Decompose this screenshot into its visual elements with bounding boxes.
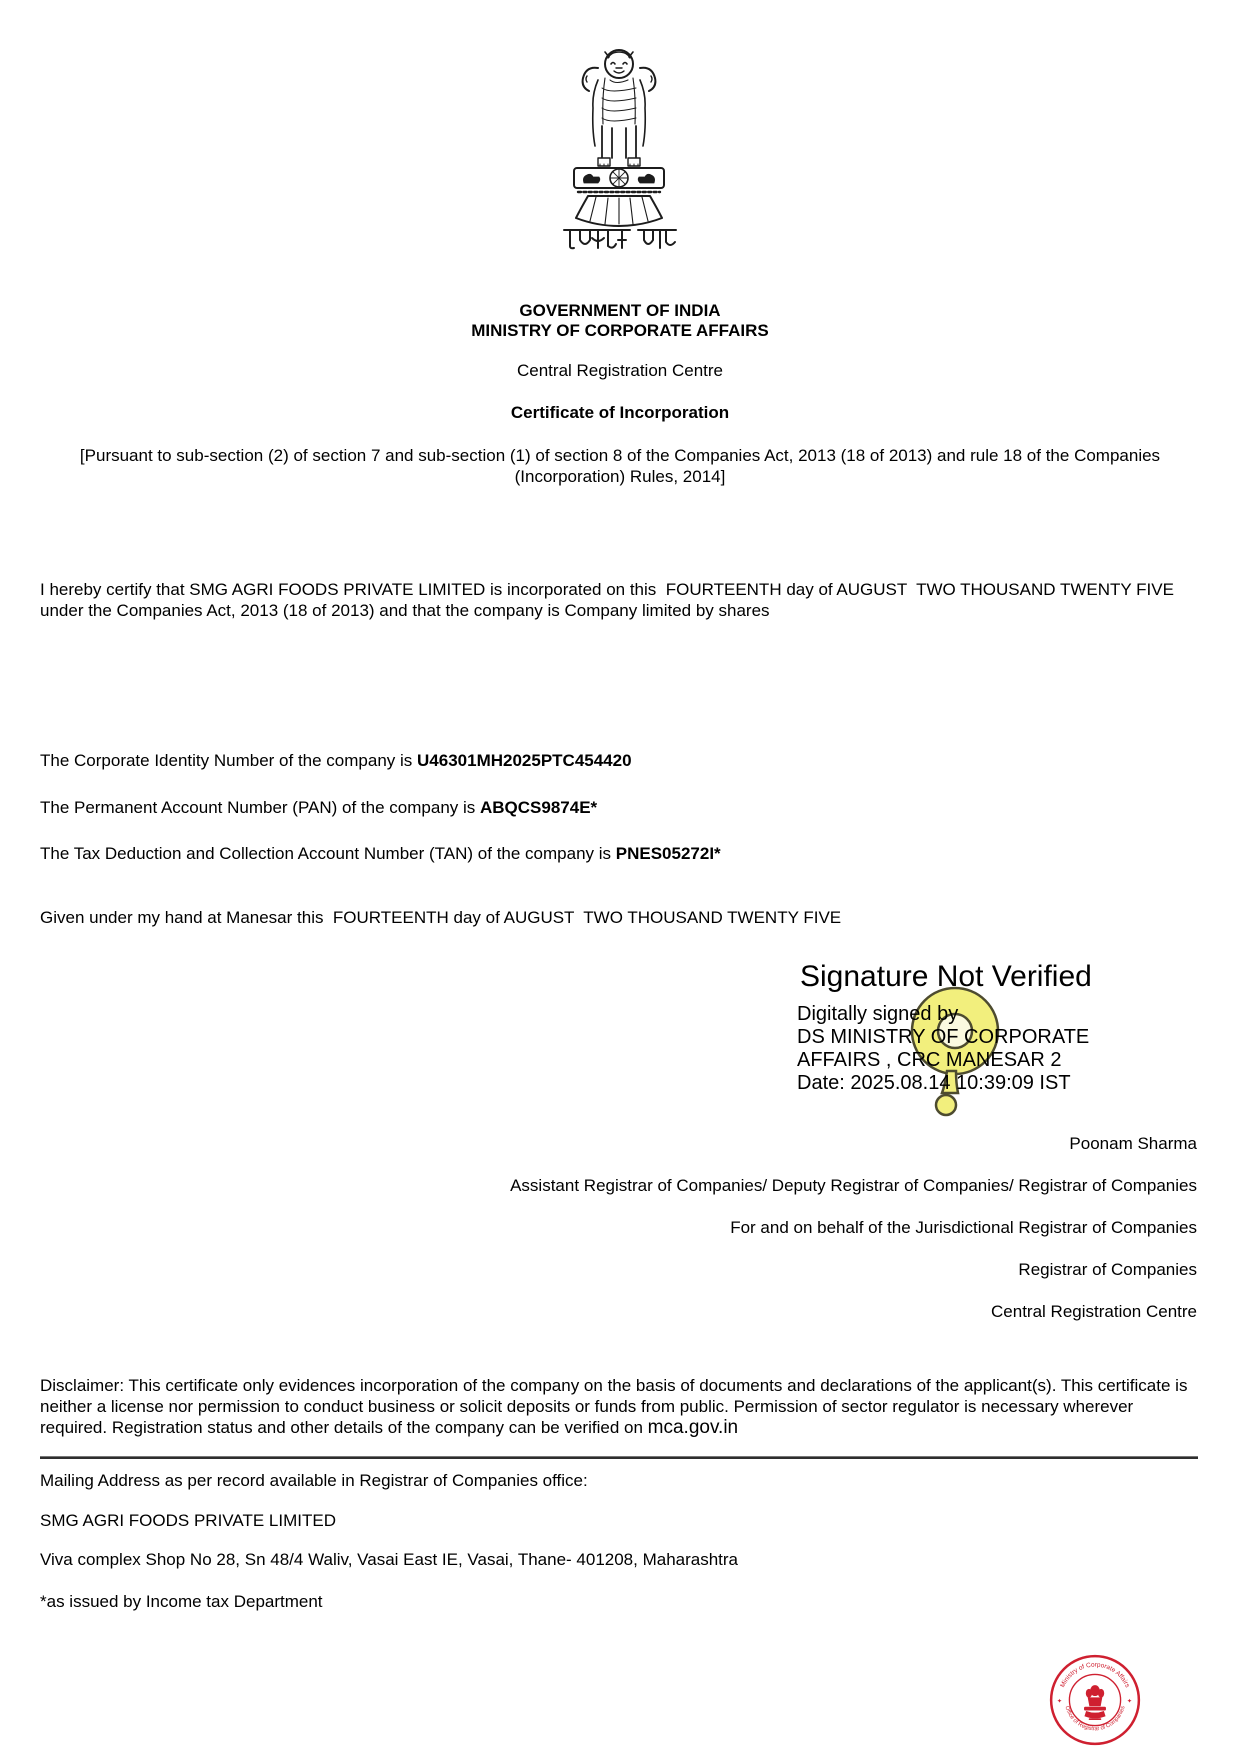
header-titles xyxy=(40,301,1200,341)
signature-detail-line: DS MINISTRY OF CORPORATE xyxy=(797,1026,1090,1048)
digital-signature-stamp[interactable] xyxy=(790,955,1210,1105)
officer-centre: Central Registration Centre xyxy=(991,1302,1197,1321)
pan-tan-footnote: *as issued by Income tax Department xyxy=(40,1592,323,1611)
svg-text:Ministry of Corporate Affairs xyxy=(1059,1662,1130,1689)
cin-value: U46301MH2025PTC454420 xyxy=(417,751,632,770)
officer-on-behalf: For and on behalf of the Jurisdictional Registrar of Companies xyxy=(730,1218,1197,1237)
signature-detail-line: Digitally signed by xyxy=(797,1003,959,1025)
certify-paragraph: I hereby certify that SMG AGRI FOODS PRIVATE LIMITED is incorporated on this FOURTEENTH day of AUGUST TWO THOUSAND TWENTY FIVE under the Companies Act, 2013 (18 of 2013) and that the company is Company limited by shares xyxy=(40,580,1179,620)
cin-label: The Corporate Identity Number of the company is xyxy=(40,751,418,770)
disclaimer-text: Disclaimer: This certificate only evidences incorporation of the company on the basis of documents and declarations of the applicant(s). This certificate is neither a license nor permission to conduct business or solicit deposits or funds from public. Permission of sector regulator is necessary wherever required. Registration status and other details of the company can be verified on xyxy=(40,1376,1188,1437)
government-of-india-title: GOVERNMENT OF INDIA xyxy=(519,301,721,320)
seal-top-text: Ministry of Corporate Affairs xyxy=(1059,1661,1131,1689)
signature-details xyxy=(797,1003,1197,1095)
pan-line xyxy=(40,797,1200,818)
national-emblem-icon xyxy=(558,38,680,228)
satyameva-jayate-motto xyxy=(562,226,678,252)
seal-emblem xyxy=(1084,1685,1106,1720)
pursuant-clause: [Pursuant to sub-section (2) of section 7 and sub-section (1) of section 8 of the Companies Act, 2013 (18 of 2013) and rule 18 of the Companies (Incorporation) Rules, 2014] xyxy=(79,446,1161,486)
signature-not-verified-text: Signature Not Verified xyxy=(800,960,1092,993)
ministry-title: MINISTRY OF CORPORATE AFFAIRS xyxy=(471,321,769,340)
signature-detail-line: Date: 2025.08.14 10:39:09 IST xyxy=(797,1072,1071,1094)
officer-designation: Assistant Registrar of Companies/ Deputy Registrar of Companies/ Registrar of Companies xyxy=(510,1176,1197,1195)
officer-name: Poonam Sharma xyxy=(1069,1134,1197,1153)
certificate-title: Certificate of Incorporation xyxy=(510,403,730,422)
tan-line xyxy=(40,843,1200,864)
mailing-heading: Mailing Address as per record available in Registrar of Companies office: xyxy=(40,1471,588,1490)
tan-label: The Tax Deduction and Collection Account Number (TAN) of the company is xyxy=(40,844,616,863)
mca-link[interactable]: mca.gov.in xyxy=(647,1417,739,1438)
seal-star-left: ✦ xyxy=(1056,1698,1063,1706)
central-registration-centre-line: Central Registration Centre xyxy=(517,361,723,380)
separator-rule xyxy=(40,1456,1198,1459)
seal-bottom-text: Office of Registrar of Companies xyxy=(1063,1705,1127,1733)
tan-value: PNES05272I* xyxy=(615,844,721,863)
given-under-hand-line: Given under my hand at Manesar this FOURTEENTH day of AUGUST TWO THOUSAND TWENTY FIVE xyxy=(40,908,842,927)
roc-seal-icon xyxy=(1048,1653,1142,1747)
mailing-address: Viva complex Shop No 28, Sn 48/4 Waliv, Vasai East IE, Vasai, Thane- 401208, Maharashtra xyxy=(40,1550,739,1569)
seal-star-right: ✦ xyxy=(1126,1698,1133,1706)
officer-block xyxy=(40,1133,1197,1343)
disclaimer-paragraph xyxy=(40,1375,1200,1438)
officer-registrar: Registrar of Companies xyxy=(1018,1260,1197,1279)
mailing-company: SMG AGRI FOODS PRIVATE LIMITED xyxy=(40,1511,336,1530)
pan-value: ABQCS9874E* xyxy=(480,798,598,817)
signature-detail-line: AFFAIRS , CRC MANESAR 2 xyxy=(797,1049,1062,1071)
pan-label: The Permanent Account Number (PAN) of the company is xyxy=(40,798,480,817)
cin-line xyxy=(40,750,1200,771)
